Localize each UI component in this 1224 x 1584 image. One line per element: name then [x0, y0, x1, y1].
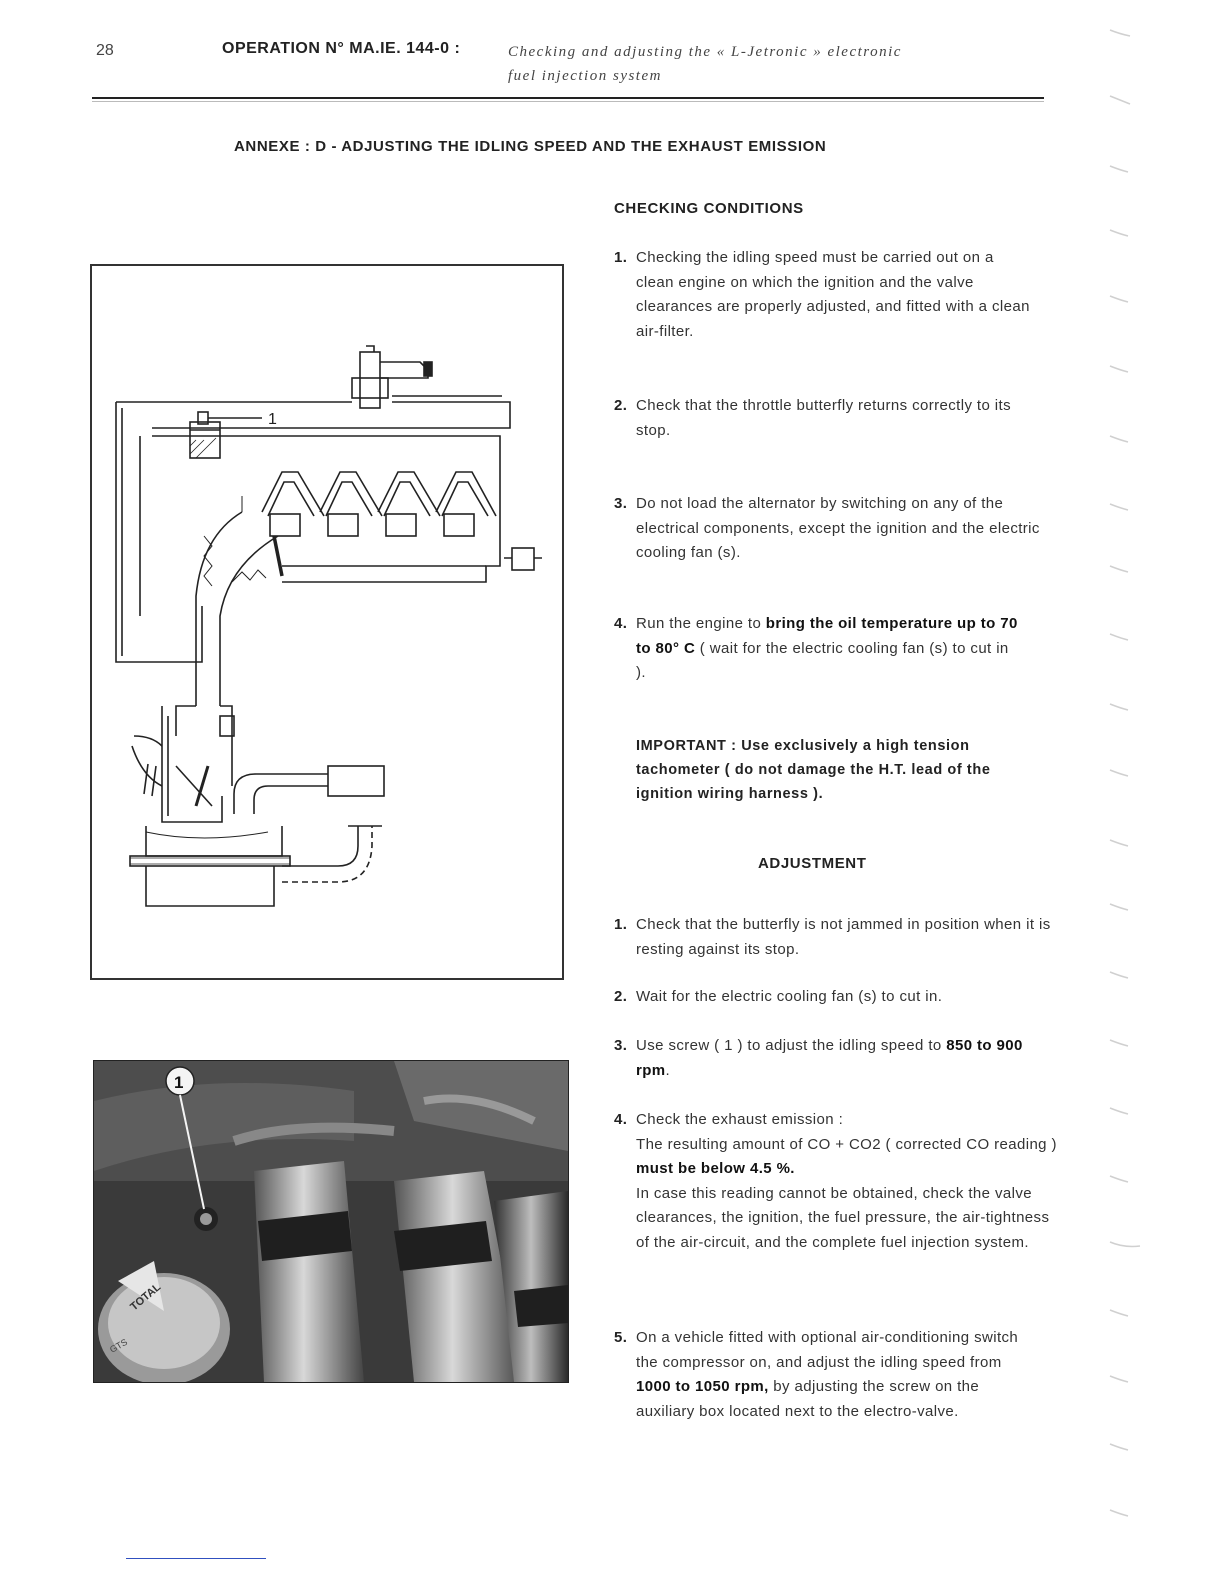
intake-diagram [90, 264, 564, 980]
checking-item-3 [614, 492, 1054, 566]
adjustment-item-3-text-before: Use screw ( 1 ) to adjust the idling speed to [636, 1037, 947, 1054]
adjustment-item-2-number: 2. [614, 988, 628, 1005]
photo-callout-1: 1 [174, 1073, 184, 1092]
adjustment-item-5-text-after: by adjusting the screw on the auxiliary box located next to the electro-valve. [636, 1378, 980, 1420]
operation-code: OPERATION N° MA.IE. 144-0 : [222, 40, 461, 57]
adjustment-item-3-text [636, 1034, 1036, 1083]
checking-item-2-number: 2. [614, 397, 628, 414]
adjustment-item-2 [614, 985, 1054, 1010]
diagram-callout-1: 1 [268, 411, 277, 428]
adjustment-item-5 [614, 1326, 1054, 1424]
checking-item-2-text: Check that the throttle butterfly returns correctly to its stop. [636, 397, 1012, 439]
intake-diagram-drawing [92, 266, 562, 978]
adjustment-item-3-text-bold: 850 to 900 rpm [636, 1037, 1023, 1079]
engine-photo-drawing [94, 1061, 568, 1382]
checking-item-4-text [636, 612, 1020, 686]
checking-item-3-number: 3. [614, 495, 628, 512]
checking-conditions-heading: CHECKING CONDITIONS [614, 200, 804, 217]
adjustment-item-2-text: Wait for the electric cooling fan (s) to cut in. [636, 988, 943, 1005]
page-number: 28 [96, 42, 114, 59]
adjustment-item-4-text-b [636, 1133, 1060, 1182]
checking-item-4-text-after: ( wait for the electric cooling fan (s) to cut in ). [636, 639, 1009, 681]
annex-title: ANNEXE : D - ADJUSTING THE IDLING SPEED AND THE EXHAUST EMISSION [234, 138, 827, 155]
checking-item-4-number: 4. [614, 615, 628, 632]
important-note: IMPORTANT : Use exclusively a high tension tachometer ( do not damage the H.T. lead of the ignition wiring harness ). [636, 738, 991, 802]
header-rule [92, 97, 1044, 99]
checking-item-1 [614, 246, 1054, 344]
adjustment-heading: ADJUSTMENT [758, 855, 867, 872]
adjustment-item-4 [614, 1108, 1057, 1255]
adjustment-item-1-number: 1. [614, 916, 628, 933]
adjustment-item-5-text-before: On a vehicle fitted with optional air-conditioning switch the compressor on, and adjust the idling speed from [636, 1329, 1019, 1371]
oil-cap-text: GTS [108, 1336, 130, 1355]
adjustment-item-4-text [636, 1108, 1060, 1255]
adjustment-item-3-number: 3. [614, 1037, 628, 1054]
adjustment-item-4-text-b-bold: must be below 4.5 %. [636, 1160, 795, 1177]
adjustment-item-3 [614, 1034, 1054, 1083]
header-rule-shadow [92, 101, 1044, 102]
adjustment-item-4-number: 4. [614, 1111, 628, 1128]
adjustment-item-1-text: Check that the butterfly is not jammed in position when it is resting against its stop. [636, 916, 1051, 958]
operation-title-line1: Checking and adjusting the « L-Jetronic » electronic [508, 44, 902, 60]
checking-item-1-number: 1. [614, 249, 628, 266]
adjustment-item-4-text-a: Check the exhaust emission : [636, 1111, 844, 1128]
adjustment-item-3-text-after: . [665, 1061, 671, 1079]
adjustment-item-1 [614, 913, 1054, 962]
scan-margin-marks [1100, 0, 1224, 1584]
footer-line [126, 1558, 266, 1559]
adjustment-item-4-text-b-plain: The resulting amount of CO + CO2 ( corrected CO reading ) [636, 1135, 1057, 1153]
engine-photo [93, 1060, 569, 1383]
adjustment-item-5-text-bold: 1000 to 1050 rpm, [636, 1378, 769, 1395]
checking-item-4 [614, 612, 1054, 686]
oil-cap-badge: TOTAL [128, 1281, 164, 1314]
checking-item-1-text: Checking the idling speed must be carried out on a clean engine on which the ignition and the valve clearances are properly adjusted, and fitted with a clean air-filter. [636, 249, 1030, 340]
adjustment-item-4-text-c: In case this reading cannot be obtained, check the valve clearances, the ignition, the fuel pressure, the air-tightness of the air-circuit, and the complete fuel injection system. [636, 1184, 1050, 1251]
checking-item-4-text-before: Run the engine to [636, 615, 766, 632]
adjustment-item-5-text [636, 1326, 1040, 1424]
checking-item-4-text-bold: bring the oil temperature up to 70 to 80° C [636, 615, 1018, 657]
checking-item-2 [614, 394, 1054, 443]
operation-title [508, 40, 968, 88]
checking-item-3-text: Do not load the alternator by switching on any of the electrical components, except the ignition and the electric cooling fan (s). [636, 495, 1040, 561]
adjustment-item-5-number: 5. [614, 1329, 628, 1346]
operation-title-line2: fuel injection system [508, 68, 662, 84]
